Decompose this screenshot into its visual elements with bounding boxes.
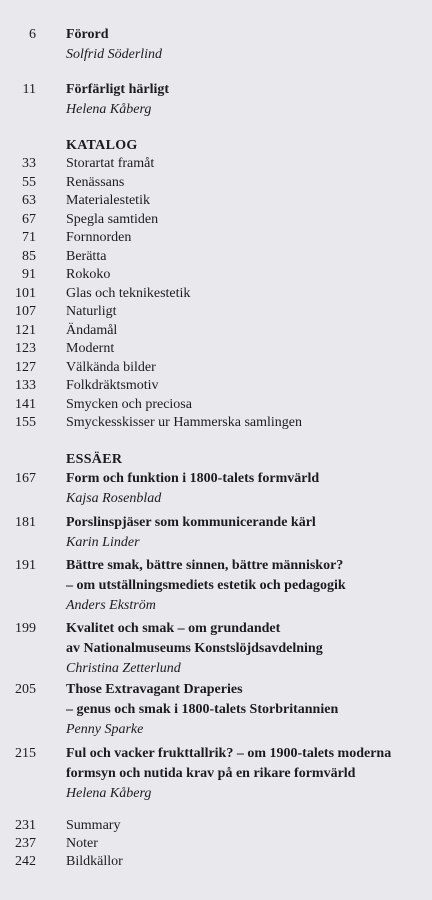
item-title: Spegla samtiden xyxy=(66,211,159,227)
list-item xyxy=(0,211,432,230)
list-item xyxy=(0,396,432,415)
entry-title: Bildkällor xyxy=(66,854,123,869)
page-number: 91 xyxy=(22,267,36,282)
page-number: 215 xyxy=(15,746,36,761)
item-title: Folkdräktsmotiv xyxy=(66,378,159,393)
entry-subtitle: – om utställningsmediets estetik och pedagogik xyxy=(66,578,346,593)
entry-title: Ful och vacker frukttallrik? – om 1900-talets moderna xyxy=(66,746,392,761)
page-number: 55 xyxy=(22,174,36,190)
entry-author: Anders Ekström xyxy=(66,598,156,613)
entry-author: Penny Sparke xyxy=(66,722,144,737)
list-item xyxy=(0,359,432,378)
list-item xyxy=(0,285,432,304)
page-number: 191 xyxy=(15,558,36,573)
item-title: Modernt xyxy=(66,341,115,356)
entry-title: Kvalitet och smak – om grundandet xyxy=(66,621,281,636)
item-title: Smycken och preciosa xyxy=(66,396,192,412)
page-number: 141 xyxy=(15,396,36,412)
page-number: 11 xyxy=(22,82,36,97)
page-number: 71 xyxy=(22,230,36,245)
entry-subtitle: av Nationalmuseums Konstslöjdsavdelning xyxy=(66,641,323,656)
item-title: Glas och teknikestetik xyxy=(66,285,191,301)
entry-title: Form och funktion i 1800-talets formvärld xyxy=(66,471,320,486)
list-item xyxy=(0,322,432,341)
entry-title: Noter xyxy=(66,836,98,851)
page-number: 237 xyxy=(15,836,36,851)
page-number: 33 xyxy=(22,156,36,171)
item-title: Renässans xyxy=(66,174,125,190)
item-title: Materialestetik xyxy=(66,193,150,208)
page-number: 67 xyxy=(22,211,36,227)
list-item xyxy=(0,414,432,433)
entry-author: Christina Zetterlund xyxy=(66,661,181,676)
item-title: Smyckesskisser ur Hammerska samlingen xyxy=(66,415,303,430)
entry-subtitle: formsyn och nutida krav på en rikare formvärld xyxy=(66,766,356,781)
entry-author: Solfrid Söderlind xyxy=(66,47,163,62)
page-number: 121 xyxy=(15,322,36,338)
page-number: 107 xyxy=(15,304,36,319)
section-heading-essaer: ESSÄER xyxy=(66,452,123,467)
page-number: 167 xyxy=(15,471,36,486)
entry-title: Porslinspjäser som kommunicerande kärl xyxy=(66,515,316,530)
entry-title: Förfärligt härligt xyxy=(66,82,170,97)
list-item xyxy=(0,377,432,396)
katalog-list xyxy=(0,155,432,433)
entry-title: Bättre smak, bättre sinnen, bättre människor? xyxy=(66,558,344,573)
item-title: Naturligt xyxy=(66,304,117,319)
page-number: 127 xyxy=(15,359,36,375)
item-title: Rokoko xyxy=(66,267,111,282)
page-number: 231 xyxy=(15,818,36,833)
list-item xyxy=(0,192,432,211)
page-number: 101 xyxy=(15,285,36,301)
page-number: 85 xyxy=(22,248,36,264)
entry-author: Kajsa Rosenblad xyxy=(66,491,162,506)
page-number: 199 xyxy=(15,621,36,636)
entry-subtitle: – genus och smak i 1800-talets Storbritannien xyxy=(66,702,339,717)
page-number: 133 xyxy=(15,378,36,393)
entry-author: Karin Linder xyxy=(66,535,140,550)
page-number: 181 xyxy=(15,515,36,530)
list-item xyxy=(0,303,432,322)
list-item xyxy=(0,229,432,248)
entry-title: Förord xyxy=(66,27,109,42)
item-title: Fornnorden xyxy=(66,230,132,245)
page-number: 63 xyxy=(22,193,36,208)
page-number: 242 xyxy=(15,854,36,869)
list-item xyxy=(0,174,432,193)
list-item xyxy=(0,340,432,359)
section-heading-katalog: KATALOG xyxy=(66,138,138,153)
page-number: 205 xyxy=(15,682,36,697)
item-title: Storartat framåt xyxy=(66,156,155,171)
item-title: Berätta xyxy=(66,248,107,264)
list-item xyxy=(0,155,432,174)
entry-title: Summary xyxy=(66,818,121,833)
page-number: 123 xyxy=(15,341,36,356)
page-number: 6 xyxy=(29,27,36,42)
entry-author: Helena Kåberg xyxy=(66,102,152,117)
item-title: Ändamål xyxy=(66,322,118,338)
page-number: 155 xyxy=(15,415,36,430)
list-item xyxy=(0,248,432,267)
item-title: Välkända bilder xyxy=(66,359,156,375)
entry-author: Helena Kåberg xyxy=(66,786,152,801)
list-item xyxy=(0,266,432,285)
entry-title: Those Extravagant Draperies xyxy=(66,682,243,697)
